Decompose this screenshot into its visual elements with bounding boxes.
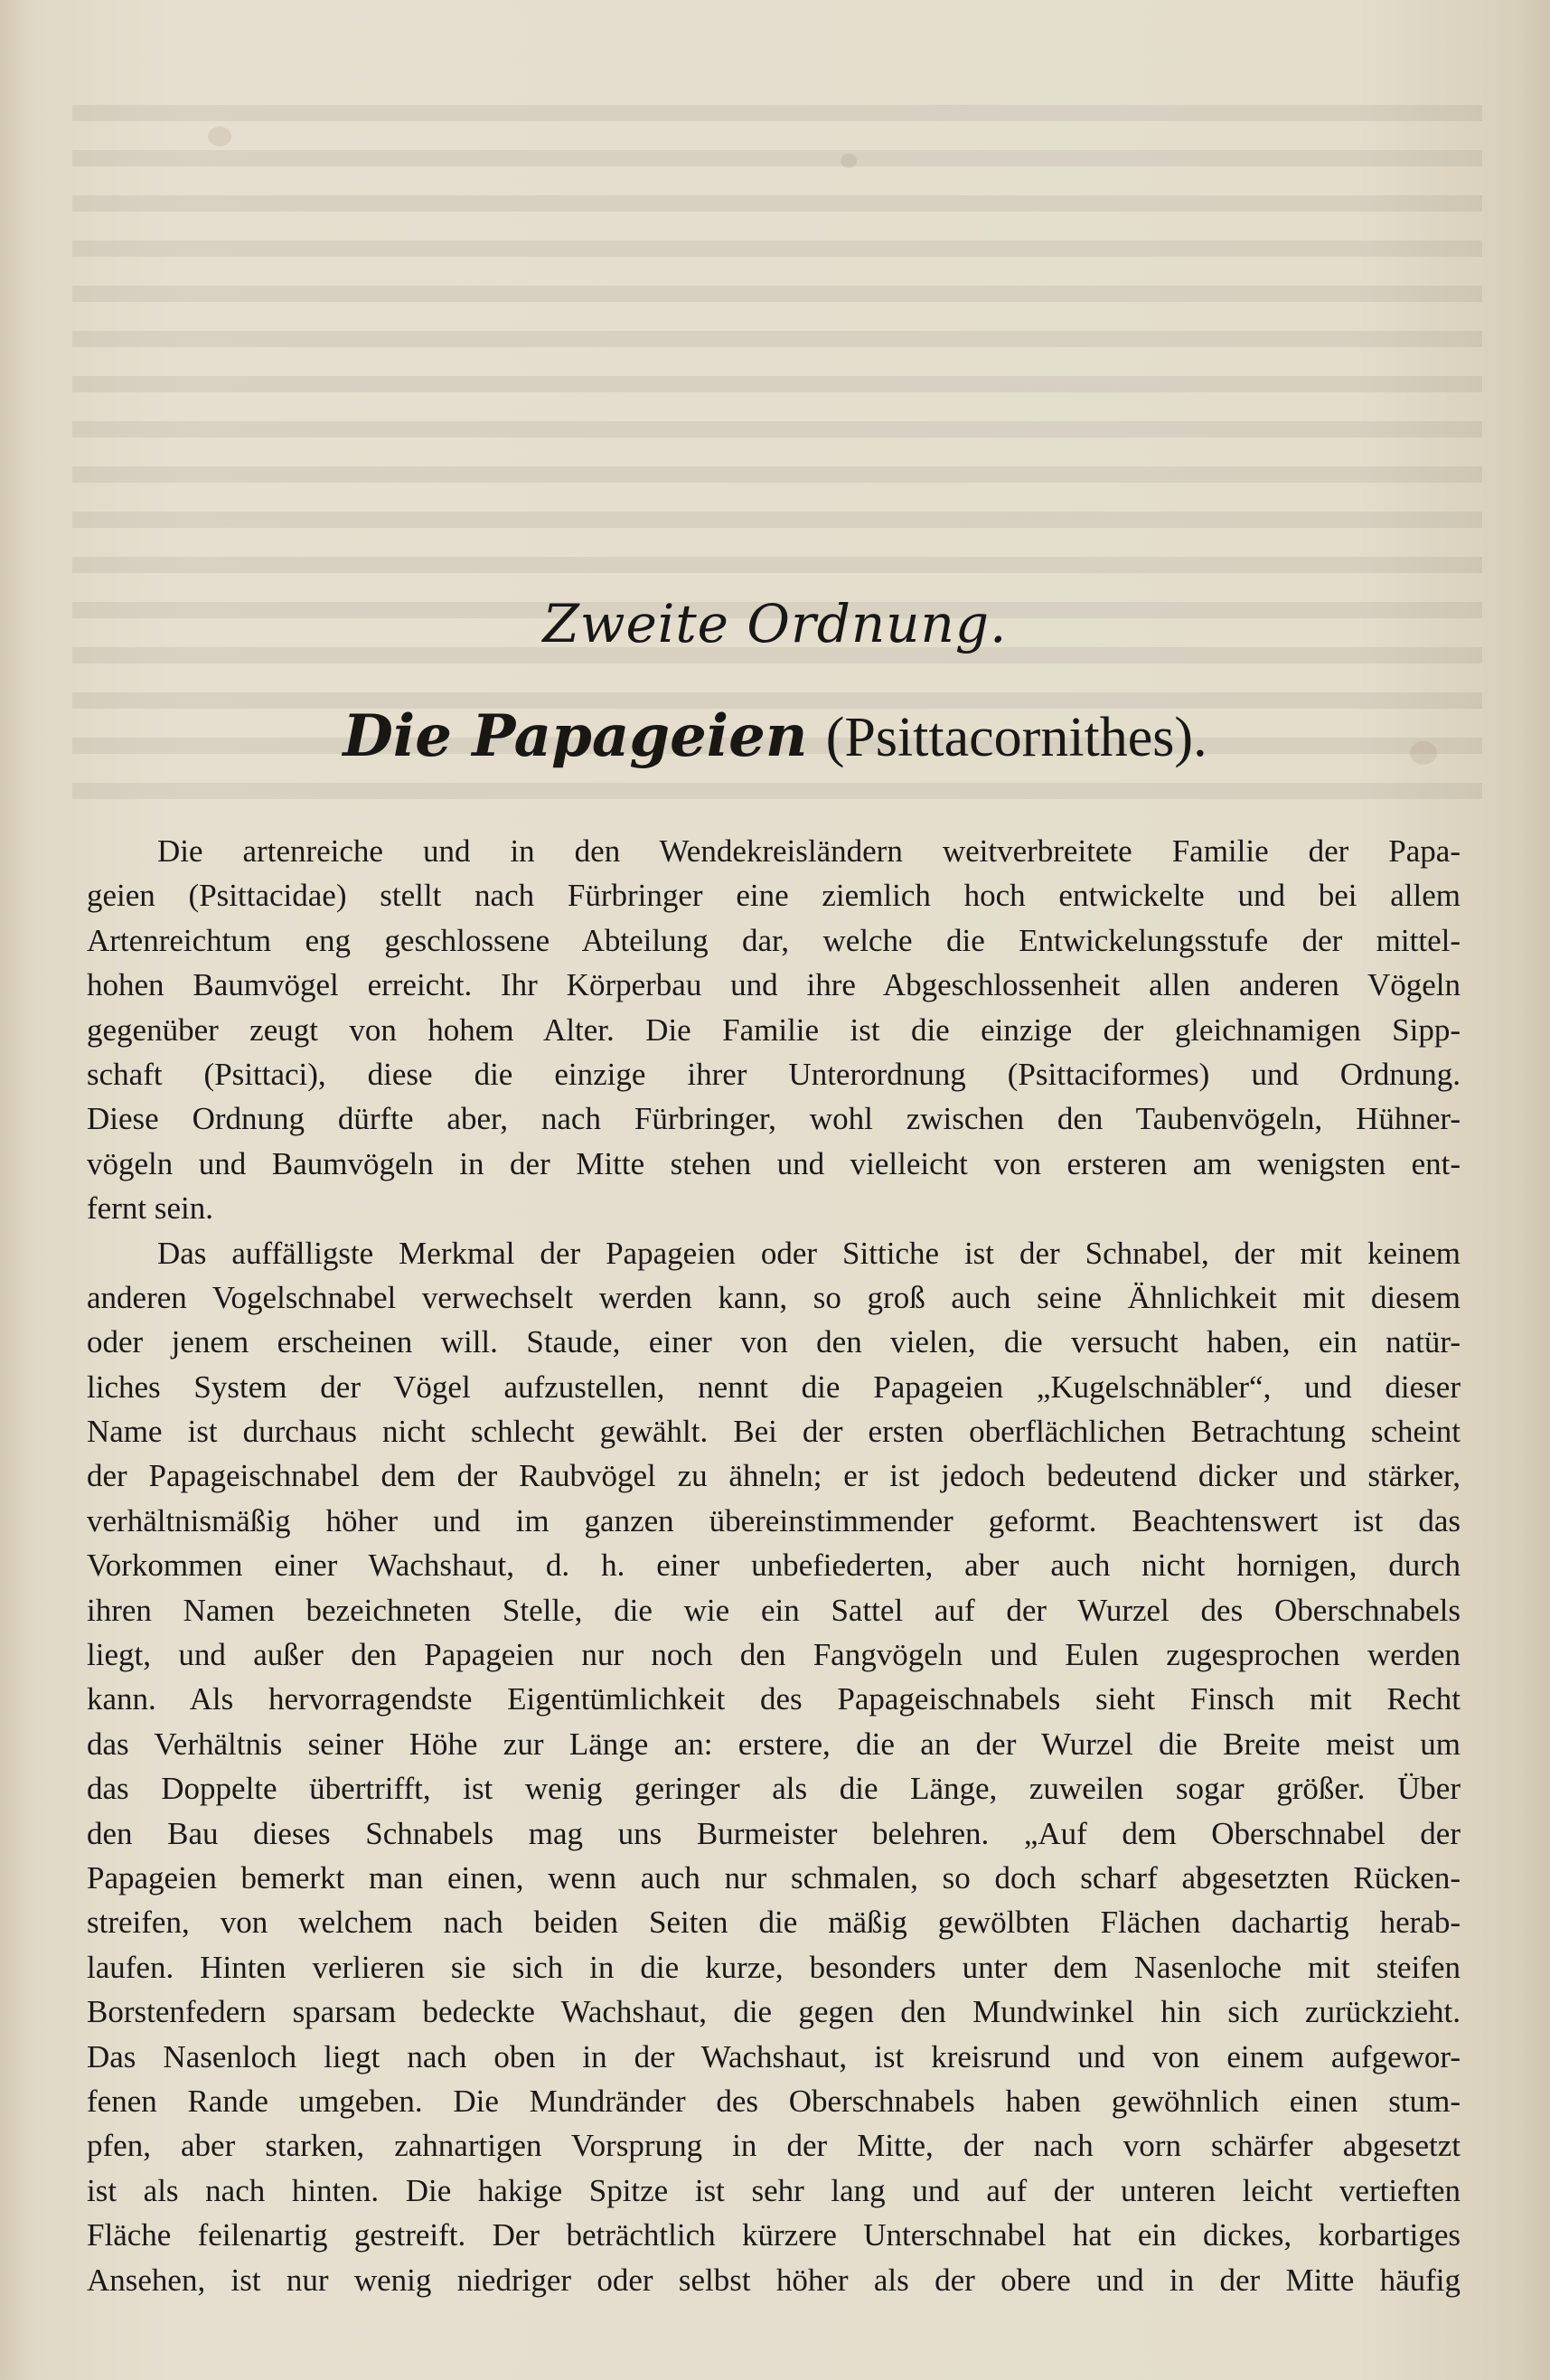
body-text [87, 829, 1461, 2302]
text-line: liegt, und außer den Papageien nur noch den Fangvögeln und Eulen zugesprochen werden [87, 1637, 1461, 1673]
text-line: Die artenreiche und in den Wendekreisländern weitverbreitete Familie der Papa- [157, 833, 1461, 869]
text-line: anderen Vogelschnabel verwechselt werden kann, so groß auch seine Ähnlichkeit mit diesem [87, 1279, 1461, 1315]
text-line: Diese Ordnung dürfte aber, nach Fürbringer, wohl zwischen den Taubenvögeln, Hühner- [87, 1101, 1461, 1137]
text-line: hohen Baumvögel erreicht. Ihr Körperbau und ihre Abgeschlossenheit allen anderen Vögeln [87, 967, 1461, 1003]
text-line: vögeln und Baumvögeln in der Mitte stehen und vielleicht von ersteren am wenigsten ent- [87, 1145, 1461, 1181]
family-heading-latin: (Psittacornithes). [825, 707, 1207, 768]
family-heading [0, 701, 1550, 774]
text-line: pfen, aber starken, zahnartigen Vorsprung in der Mitte, der nach vorn schärfer abgesetzt [87, 2128, 1461, 2164]
text-line: Borstenfedern sparsam bedeckte Wachshaut, die gegen den Mundwinkel hin sich zurückzieht. [87, 1994, 1461, 2030]
text-line: Papageien bemerkt man einen, wenn auch nur schmalen, so doch scharf abgesetzten Rücken- [87, 1859, 1461, 1896]
text-line: Das Nasenloch liegt nach oben in der Wachshaut, ist kreisrund und von einem aufgewor- [87, 2038, 1461, 2074]
order-heading: Zweite Ordnung. [542, 593, 1008, 654]
text-line: oder jenem erscheinen will. Staude, einer von den vielen, die versucht haben, ein natür- [87, 1324, 1461, 1360]
text-line: streifen, von welchem nach beiden Seiten die mäßig gewölbten Flächen dachartig herab- [87, 1905, 1461, 1941]
text-line: verhältnismäßig höher und im ganzen übereinstimmender geformt. Beachtenswert ist das [87, 1502, 1461, 1538]
text-line: Vorkommen einer Wachshaut, d. h. einer unbefiederten, aber auch nicht hornigen, durch [87, 1547, 1461, 1584]
text-line: das Doppelte übertrifft, ist wenig geringer als die Länge, zuweilen sogar größer. Über [87, 1771, 1461, 1807]
text-line: Das auffälligste Merkmal der Papageien oder Sittiche ist der Schnabel, der mit keinem [157, 1235, 1461, 1271]
paper-stain [841, 154, 857, 168]
text-line: Ansehen, ist nur wenig niedriger oder selbst höher als der obere und in der Mitte häufig [87, 2262, 1461, 2298]
text-line: fenen Rande umgeben. Die Mundränder des Oberschnabels haben gewöhnlich einen stum- [87, 2083, 1461, 2119]
paper-stain [208, 127, 231, 146]
text-line: schaft (Psittaci), diese die einzige ihrer Unterordnung (Psittaciformes) und Ordnung. [87, 1056, 1461, 1092]
text-line: der Papageischnabel dem der Raubvögel zu ähneln; er ist jedoch bedeutend dicker und stärker, [87, 1458, 1461, 1494]
text-line: Fläche feilenartig gestreift. Der beträchtlich kürzere Unterschnabel hat ein dickes, korbartiges [87, 2217, 1461, 2253]
text-line: den Bau dieses Schnabels mag uns Burmeister belehren. „Auf dem Oberschnabel der [87, 1815, 1461, 1851]
text-line: laufen. Hinten verlieren sie sich in die kurze, besonders unter dem Nasenloche mit steifen [87, 1949, 1461, 1985]
text-line: kann. Als hervorragendste Eigentümlichkeit des Papageischnabels sieht Finsch mit Recht [87, 1681, 1461, 1717]
text-line: liches System der Vögel aufzustellen, nennt die Papageien „Kugelschnäbler“, und dieser [87, 1369, 1461, 1405]
text-line: geien (Psittacidae) stellt nach Fürbringer eine ziemlich hoch entwickelte und bei allem [87, 878, 1461, 914]
family-heading-german: Die Papageien [343, 702, 808, 770]
text-line: ihren Namen bezeichneten Stelle, die wie ein Sattel auf der Wurzel des Oberschnabels [87, 1592, 1461, 1628]
text-line: Artenreichtum eng geschlossene Abteilung dar, welche die Entwickelungsstufe der mittel- [87, 922, 1461, 958]
text-line: das Verhältnis seiner Höhe zur Länge an: erstere, die an der Wurzel die Breite meist um [87, 1726, 1461, 1762]
text-line: ist als nach hinten. Die hakige Spitze ist sehr lang und auf der unteren leicht vertieften [87, 2172, 1461, 2208]
text-line: gegenüber zeugt von hohem Alter. Die Familie ist die einzige der gleichnamigen Sipp- [87, 1011, 1461, 1048]
text-line: fernt sein. [87, 1190, 213, 1227]
text-line: Name ist durchaus nicht schlecht gewählt. Bei der ersten oberflächlichen Betrachtung scheint [87, 1414, 1461, 1450]
